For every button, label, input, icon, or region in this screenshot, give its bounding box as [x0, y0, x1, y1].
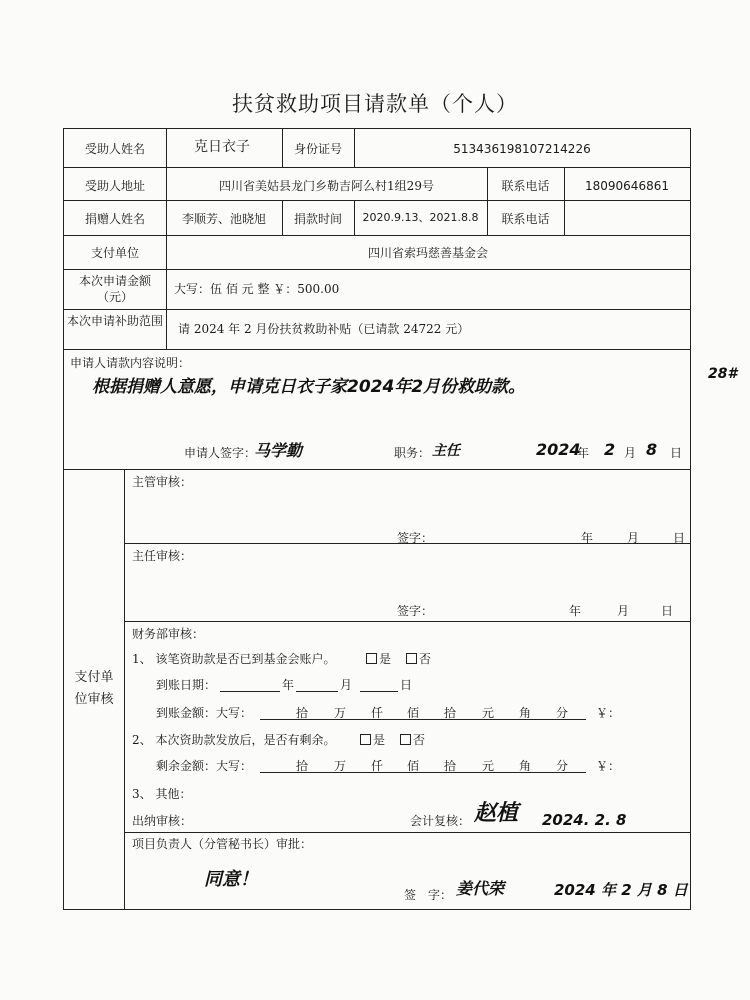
remaining-amount-unit-5: 元: [482, 759, 495, 773]
arrival-year-char: 年: [282, 678, 295, 692]
accountant-review-label: 会计复核：: [410, 814, 471, 828]
form-title: 扶贫救助项目请款单（个人）: [232, 92, 518, 116]
project-sign-label: 签 字：: [404, 888, 453, 902]
project-date: 2024 年 2 月 8 日: [554, 881, 688, 899]
applicant-position-label: 职务：: [394, 446, 431, 460]
director-review-label: 主任审核：: [132, 549, 193, 563]
arrival-amount-unit-0: 拾: [296, 706, 309, 720]
recipient-phone-label: 联系电话: [501, 179, 550, 193]
applicant-date-year: 2024: [536, 440, 581, 459]
applicant-handwritten-text: 根据捐赠人意愿，申请克日衣子家2024年2月份救助款。: [92, 377, 526, 397]
applicant-date-day: 8: [646, 440, 658, 459]
donation-date-label: 捐款时间: [293, 212, 342, 226]
accountant-signature: 赵植: [474, 801, 519, 826]
finance-question-2: 2、 本次资助款发放后，是否有剩余。: [132, 733, 336, 747]
remaining-amount-unit-2: 仟: [371, 759, 384, 773]
remaining-amount-unit-3: 佰: [407, 759, 420, 773]
finance-question-3: 3、 其他：: [132, 787, 192, 801]
applicant-date-month: 2: [604, 440, 616, 459]
applicant-sign-label: 申请人签字：: [184, 446, 257, 460]
arrival-amount-unit-3: 佰: [407, 706, 420, 720]
supervisor-month-char: 月: [627, 531, 640, 545]
id-number-label: 身份证号: [293, 142, 342, 156]
remaining-amount-unit-1: 万: [334, 759, 347, 773]
margin-note: 28#: [708, 366, 738, 382]
supervisor-sign-label: 签字：: [397, 531, 434, 545]
subsidy-scope-value: 请 2024 年 2 月份扶贫救助补贴（已请款 24722 元）: [178, 322, 470, 336]
finance-q1-no[interactable]: 否: [406, 653, 431, 665]
finance-q2-yes[interactable]: 是: [360, 734, 385, 746]
applicant-position-value: 主任: [432, 443, 460, 459]
applicant-day-char: 日: [670, 446, 683, 460]
director-day-char: 日: [661, 604, 674, 618]
remaining-amount-unit-0: 拾: [296, 759, 309, 773]
recipient-name-value: 克日衣子: [194, 139, 250, 155]
applicant-month-char: 月: [624, 446, 637, 460]
checkbox-icon[interactable]: [406, 653, 417, 664]
arrival-day-char: 日: [400, 678, 413, 692]
applicant-signature: 马学勤: [254, 441, 303, 460]
checkbox-icon[interactable]: [400, 734, 411, 745]
finance-q1-yes[interactable]: 是: [366, 653, 391, 665]
arrival-date-label: 到账日期：: [156, 678, 217, 692]
donor-name-label: 捐赠人姓名: [84, 212, 145, 226]
arrival-amount-unit-5: 元: [482, 706, 495, 720]
arrival-yuan-sign: ￥：: [596, 706, 621, 720]
arrival-amount-unit-6: 角: [519, 706, 532, 720]
arrival-amount-unit-7: 分: [556, 706, 569, 720]
finance-q2-no[interactable]: 否: [400, 734, 425, 746]
recipient-phone-value: 18090646861: [585, 179, 669, 193]
project-approval-text: 同意！: [204, 869, 258, 890]
recipient-address-label: 受助人地址: [84, 179, 145, 193]
arrival-amount-unit-4: 拾: [444, 706, 457, 720]
payment-unit-value: 四川省索玛慈善基金会: [367, 246, 488, 260]
checkbox-icon[interactable]: [366, 653, 377, 664]
donor-name-value: 李顺芳、池晓旭: [181, 212, 266, 226]
request-amount-value: 大写：伍 佰 元 整 ￥：500.00: [174, 282, 340, 296]
arrival-amount-unit-2: 仟: [371, 706, 384, 720]
remaining-amount-unit-4: 拾: [444, 759, 457, 773]
payment-unit-review-label: 支付单位审核: [74, 670, 114, 708]
donation-date-value: 2020.9.13、2021.8.8: [362, 211, 479, 224]
project-signature: 姜代荣: [456, 879, 505, 898]
remaining-amount-label: 剩余金额：大写：: [156, 759, 253, 773]
subsidy-scope-label: 本次申请补助范围: [67, 314, 164, 328]
applicant-heading: 申请人请款内容说明：: [70, 356, 191, 370]
supervisor-day-char: 日: [673, 531, 686, 545]
supervisor-review-label: 主管审核：: [132, 475, 193, 489]
project-head-label: 项目负责人（分管秘书长）审批：: [132, 837, 313, 851]
request-amount-label: 本次申请金额（元）: [78, 274, 151, 305]
arrival-amount-label: 到账金额：大写：: [156, 706, 253, 720]
accountant-date: 2024. 2. 8: [542, 811, 627, 829]
checkbox-icon[interactable]: [360, 734, 371, 745]
recipient-address-value: 四川省美姑县龙门乡勒吉阿么村1组29号: [219, 179, 434, 193]
finance-review-heading: 财务部审核：: [132, 627, 205, 641]
remaining-yuan-sign: ￥：: [596, 759, 621, 773]
payment-unit-label: 支付单位: [90, 246, 139, 260]
remaining-amount-unit-6: 角: [519, 759, 532, 773]
director-month-char: 月: [617, 604, 630, 618]
form-table: [63, 128, 691, 910]
applicant-year-char: 年: [577, 446, 590, 460]
arrival-amount-unit-1: 万: [334, 706, 347, 720]
director-sign-label: 签字：: [397, 604, 434, 618]
remaining-amount-unit-7: 分: [556, 759, 569, 773]
supervisor-year-char: 年: [581, 531, 594, 545]
finance-question-1: 1、 该笔资助款是否已到基金会账户。: [132, 652, 336, 666]
recipient-name-label: 受助人姓名: [84, 142, 145, 156]
donor-phone-label: 联系电话: [501, 212, 550, 226]
director-year-char: 年: [569, 604, 582, 618]
arrival-month-char: 月: [340, 678, 353, 692]
cashier-review-label: 出纳审核：: [132, 814, 193, 828]
id-number-value: 513436198107214226: [453, 142, 591, 156]
